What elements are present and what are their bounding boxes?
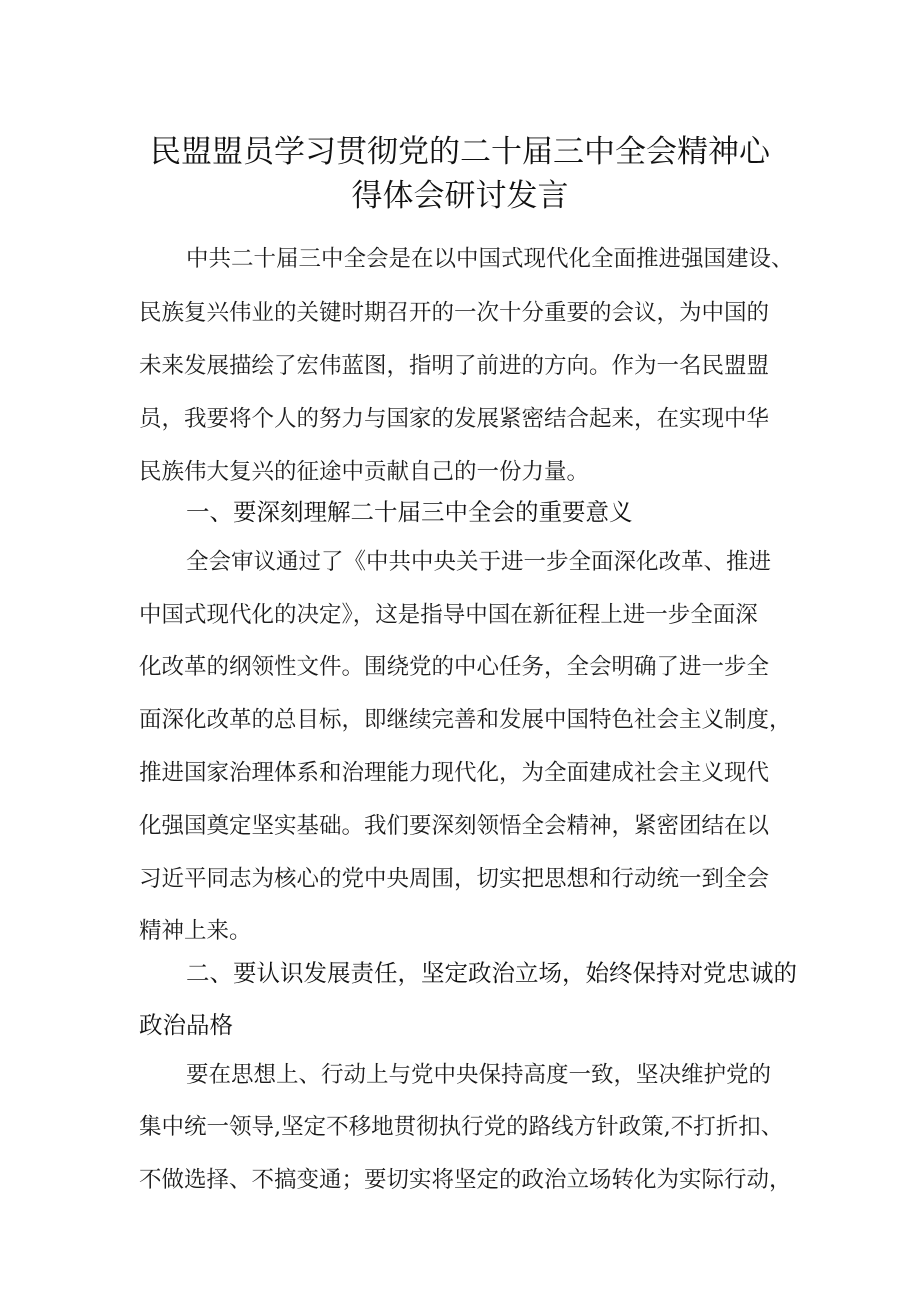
section-1-line-2: 中国式现代化的决定》，这是指导中国在新征程上进一步全面深 bbox=[139, 602, 758, 628]
section-1-line-8: 精神上来。 bbox=[139, 918, 252, 944]
document-title-line-2: 得体会研讨发言 bbox=[351, 178, 569, 214]
section-2-line-2: 集中统一领导,坚定不移地贯彻执行党的路线方针政策,不打折扣、 bbox=[139, 1114, 784, 1140]
section-1-line-1: 全会审议通过了《中共中央关于进一步全面深化改革、推进 bbox=[186, 549, 772, 575]
section-1-heading: 一、要深刻理解二十届三中全会的重要意义 bbox=[186, 498, 633, 526]
section-1-line-3: 化改革的纲领性文件。围绕党的中心任务，全会明确了进一步全 bbox=[139, 654, 770, 680]
intro-line-2: 民族复兴伟业的关键时期召开的一次十分重要的会议，为中国的 bbox=[139, 300, 770, 326]
section-2-line-3: 不做选择、不搞变通；要切实将坚定的政治立场转化为实际行动， bbox=[139, 1167, 792, 1193]
section-1-line-5: 推进国家治理体系和治理能力现代化，为全面建成社会主义现代 bbox=[139, 760, 770, 786]
section-2-heading-line-2: 政治品格 bbox=[139, 1011, 233, 1039]
intro-line-4: 员，我要将个人的努力与国家的发展紧密结合起来，在实现中华 bbox=[139, 406, 770, 432]
document-title-line-1: 民盟盟员学习贯彻党的二十届三中全会精神心 bbox=[150, 134, 770, 170]
intro-line-3: 未来发展描绘了宏伟蓝图，指明了前进的方向。作为一名民盟盟 bbox=[139, 353, 770, 379]
section-1-line-7: 习近平同志为核心的党中央周围，切实把思想和行动统一到全会 bbox=[139, 866, 770, 892]
section-2-line-1: 要在思想上、行动上与党中央保持高度一致，坚决维护党的 bbox=[186, 1062, 772, 1088]
section-1-line-6: 化强国奠定坚实基础。我们要深刻领悟全会精神，紧密团结在以 bbox=[139, 813, 770, 839]
section-2-heading-line-1: 二、要认识发展责任，坚定政治立场，始终保持对党忠诚的 bbox=[186, 959, 797, 987]
intro-line-1: 中共二十届三中全会是在以中国式现代化全面推进强国建设、 bbox=[186, 246, 794, 272]
section-1-line-4: 面深化改革的总目标，即继续完善和发展中国特色社会主义制度， bbox=[139, 707, 792, 733]
intro-line-5: 民族伟大复兴的征途中贡献自己的一份力量。 bbox=[139, 459, 590, 485]
